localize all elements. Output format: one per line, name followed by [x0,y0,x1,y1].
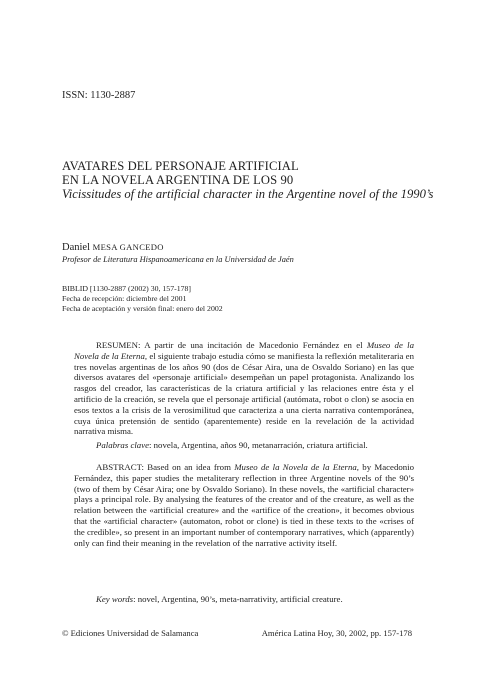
issn-number: ISSN: 1130-2887 [62,90,136,101]
footer-publisher: © Ediciones Universidad de Salamanca [62,628,199,638]
abstract-title-italic: Museo de la Novela de la Eterna [234,462,357,472]
key-words-text: : novel, Argentina, 90’s, meta-narrativity, artificial creature. [133,594,343,604]
title-line-2: EN LA NOVELA ARGENTINA DE LOS 90 [62,172,294,187]
author-first-name: Daniel [62,242,90,253]
resumen-paragraph: RESUMEN: A partir de una incitación de Macedonio Fernández en el Museo de la Novela de la Eterna, el siguiente trabajo estudia cómo se manifiesta la reflexión metaliteraria en tres novelas argentinas de los años 90 (dos de César Aira, una de Osvaldo Soriano) en las que diversos avatares del «personaje artificial» desempeñan un papel protagonista. Analizando los rasgos del creador, las características de la criatura artificial y las relaciones entre ésta y el artificio de la creación, se revela que el personaje artificial (autómata, robot o clon) se asocia en esos textos a la crisis de la verosimilitud que caracteriza a una cierta narrativa contemporánea, cuya única pretensión de sentido (aparentemente) reside en la revelación de la actividad narrativa misma. [74,340,414,437]
title-line-1: AVATARES DEL PERSONAJE ARTIFICIAL [62,159,299,173]
english-subtitle: Vicissitudes of the artificial character in the Argentine novel of the 1990’s [62,187,434,201]
publication-metadata [62,284,223,314]
palabras-clave-label: Palabras clave [96,440,150,450]
author-name [62,242,164,253]
article-title [62,160,299,187]
palabras-clave-text: : novela, Argentina, años 90, metanarración, criatura artificial. [149,440,368,450]
palabras-clave [74,440,414,451]
footer-journal-citation: América Latina Hoy, 30, 2002, pp. 157-178 [261,628,412,638]
key-words [74,594,414,605]
author-last-name: MESA GANCEDO [92,242,164,252]
abstract-paragraph: ABSTRACT: Based on an idea from Museo de la Novela de la Eterna, by Macedonio Fernández, this paper studies the metaliterary reflection in three Argentine novels of the 90’s (two of them by César Aira; one by Osvaldo Soriano). In these novels, the «artificial character» plays a principal role. By analysing the features of the creator and of the creature, as well as the relation between the «artificial creature» and the «artifice of the creation», it becomes obvious that the «artificial character» (automaton, robot or clone) is tied in these texts to the «crises of the credible», so present in an important number of contemporary narratives, which (apparently) only can find their meaning in the revelation of the narrative activity itself. [74,462,414,548]
key-words-label: Key words [96,594,134,604]
biblid: BIBLID [1130-2887 (2002) 30, 157-178] [62,284,191,293]
resumen-title-italic: Museo de la Novela de la Eterna [74,340,414,361]
received-date: Fecha de recepción: diciembre del 2001 [62,294,187,303]
author-affiliation: Profesor de Literatura Hispanoamericana en la Universidad de Jaén [62,255,294,264]
accepted-date: Fecha de aceptación y versión final: enero del 2002 [62,304,223,313]
